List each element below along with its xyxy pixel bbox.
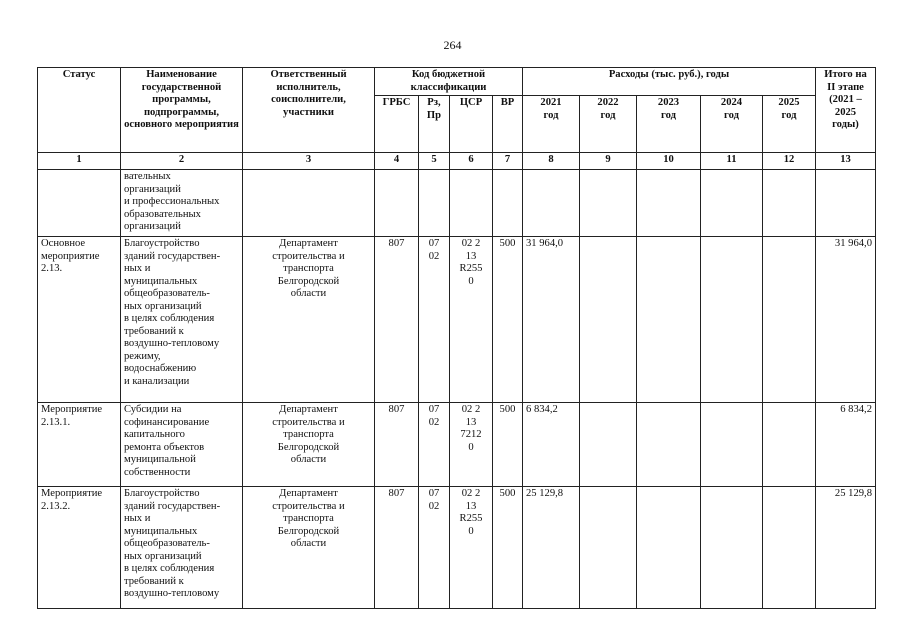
- cell-responsible: [243, 170, 375, 237]
- cell-2021: 31 964,0: [523, 237, 580, 403]
- cell-grbs: 807: [375, 487, 419, 609]
- column-number: 11: [701, 153, 763, 170]
- header-total: Итого на II этапе (2021 – 2025 годы): [816, 68, 876, 153]
- header-2023: 2023 год: [637, 96, 701, 153]
- cell-status: Мероприятие 2.13.1.: [38, 403, 121, 487]
- column-number: 5: [419, 153, 450, 170]
- header-rz-pr: Рз, Пр: [419, 96, 450, 153]
- cell-status: [38, 170, 121, 237]
- header-name: Наименование государственной программы, подпрограммы, основного мероприятия: [121, 68, 243, 153]
- column-number: 13: [816, 153, 876, 170]
- cell-2022: [580, 403, 637, 487]
- cell-total: [816, 170, 876, 237]
- header-2024: 2024 год: [701, 96, 763, 153]
- column-number: 1: [38, 153, 121, 170]
- cell-2021: 6 834,2: [523, 403, 580, 487]
- cell-csr: 02 2 13 R255 0: [450, 237, 493, 403]
- cell-name: Благоустройство зданий государствен- ных и муниципальных общеобразователь- ных организаций в целях соблюдения требований к воздушно-тепловому: [121, 487, 243, 609]
- cell-total: 6 834,2: [816, 403, 876, 487]
- header-status: Статус: [38, 68, 121, 153]
- cell-2025: [763, 403, 816, 487]
- cell-responsible: Департамент строительства и транспорта Белгородской области: [243, 487, 375, 609]
- cell-2021: [523, 170, 580, 237]
- cell-2023: [637, 403, 701, 487]
- header-grbs: ГРБС: [375, 96, 419, 153]
- header-budget-code: Код бюджетной классификации: [375, 68, 523, 96]
- cell-grbs: [375, 170, 419, 237]
- cell-vr: 500: [493, 487, 523, 609]
- budget-table: [37, 67, 876, 609]
- cell-csr: [450, 170, 493, 237]
- cell-2024: [701, 403, 763, 487]
- cell-csr: 02 2 13 7212 0: [450, 403, 493, 487]
- column-number: 6: [450, 153, 493, 170]
- page-number: 264: [443, 38, 462, 52]
- cell-vr: 500: [493, 403, 523, 487]
- table-row: [38, 487, 876, 609]
- table-row: [38, 237, 876, 403]
- cell-2023: [637, 237, 701, 403]
- cell-status: Основное мероприятие 2.13.: [38, 237, 121, 403]
- cell-2024: [701, 170, 763, 237]
- header-responsible: Ответственный исполнитель, соисполнители, участники: [243, 68, 375, 153]
- cell-total: 25 129,8: [816, 487, 876, 609]
- cell-vr: [493, 170, 523, 237]
- cell-2023: [637, 170, 701, 237]
- cell-name: Благоустройство зданий государствен- ных и муниципальных общеобразователь- ных организаций в целях соблюдения требований к воздушно-тепловому режиму, водоснабжению и канализации: [121, 237, 243, 403]
- cell-grbs: 807: [375, 237, 419, 403]
- cell-2022: [580, 237, 637, 403]
- cell-2025: [763, 170, 816, 237]
- cell-vr: 500: [493, 237, 523, 403]
- header-2021: 2021 год: [523, 96, 580, 153]
- column-number: 3: [243, 153, 375, 170]
- cell-grbs: 807: [375, 403, 419, 487]
- column-number-row: [38, 153, 876, 170]
- header-expenses: Расходы (тыс. руб.), годы: [523, 68, 816, 96]
- cell-total: 31 964,0: [816, 237, 876, 403]
- column-number: 9: [580, 153, 637, 170]
- header-vr: ВР: [493, 96, 523, 153]
- header-2025: 2025 год: [763, 96, 816, 153]
- header-csr: ЦСР: [450, 96, 493, 153]
- cell-2021: 25 129,8: [523, 487, 580, 609]
- table-row: [38, 403, 876, 487]
- cell-2024: [701, 487, 763, 609]
- cell-responsible: Департамент строительства и транспорта Белгородской области: [243, 237, 375, 403]
- cell-2025: [763, 487, 816, 609]
- cell-2025: [763, 237, 816, 403]
- column-number: 4: [375, 153, 419, 170]
- cell-rz-pr: 07 02: [419, 237, 450, 403]
- cell-rz-pr: [419, 170, 450, 237]
- header-2022: 2022 год: [580, 96, 637, 153]
- column-number: 7: [493, 153, 523, 170]
- cell-csr: 02 2 13 R255 0: [450, 487, 493, 609]
- cell-rz-pr: 07 02: [419, 403, 450, 487]
- table-row: [38, 170, 876, 237]
- cell-2022: [580, 487, 637, 609]
- cell-name: Субсидии на софинансирование капитального ремонта объектов муниципальной собственности: [121, 403, 243, 487]
- cell-2024: [701, 237, 763, 403]
- cell-name: вательных организаций и профессиональных образовательных организаций: [121, 170, 243, 237]
- cell-status: Мероприятие 2.13.2.: [38, 487, 121, 609]
- cell-responsible: Департамент строительства и транспорта Белгородской области: [243, 403, 375, 487]
- column-number: 8: [523, 153, 580, 170]
- column-number: 2: [121, 153, 243, 170]
- column-number: 12: [763, 153, 816, 170]
- column-number: 10: [637, 153, 701, 170]
- cell-rz-pr: 07 02: [419, 487, 450, 609]
- cell-2023: [637, 487, 701, 609]
- cell-2022: [580, 170, 637, 237]
